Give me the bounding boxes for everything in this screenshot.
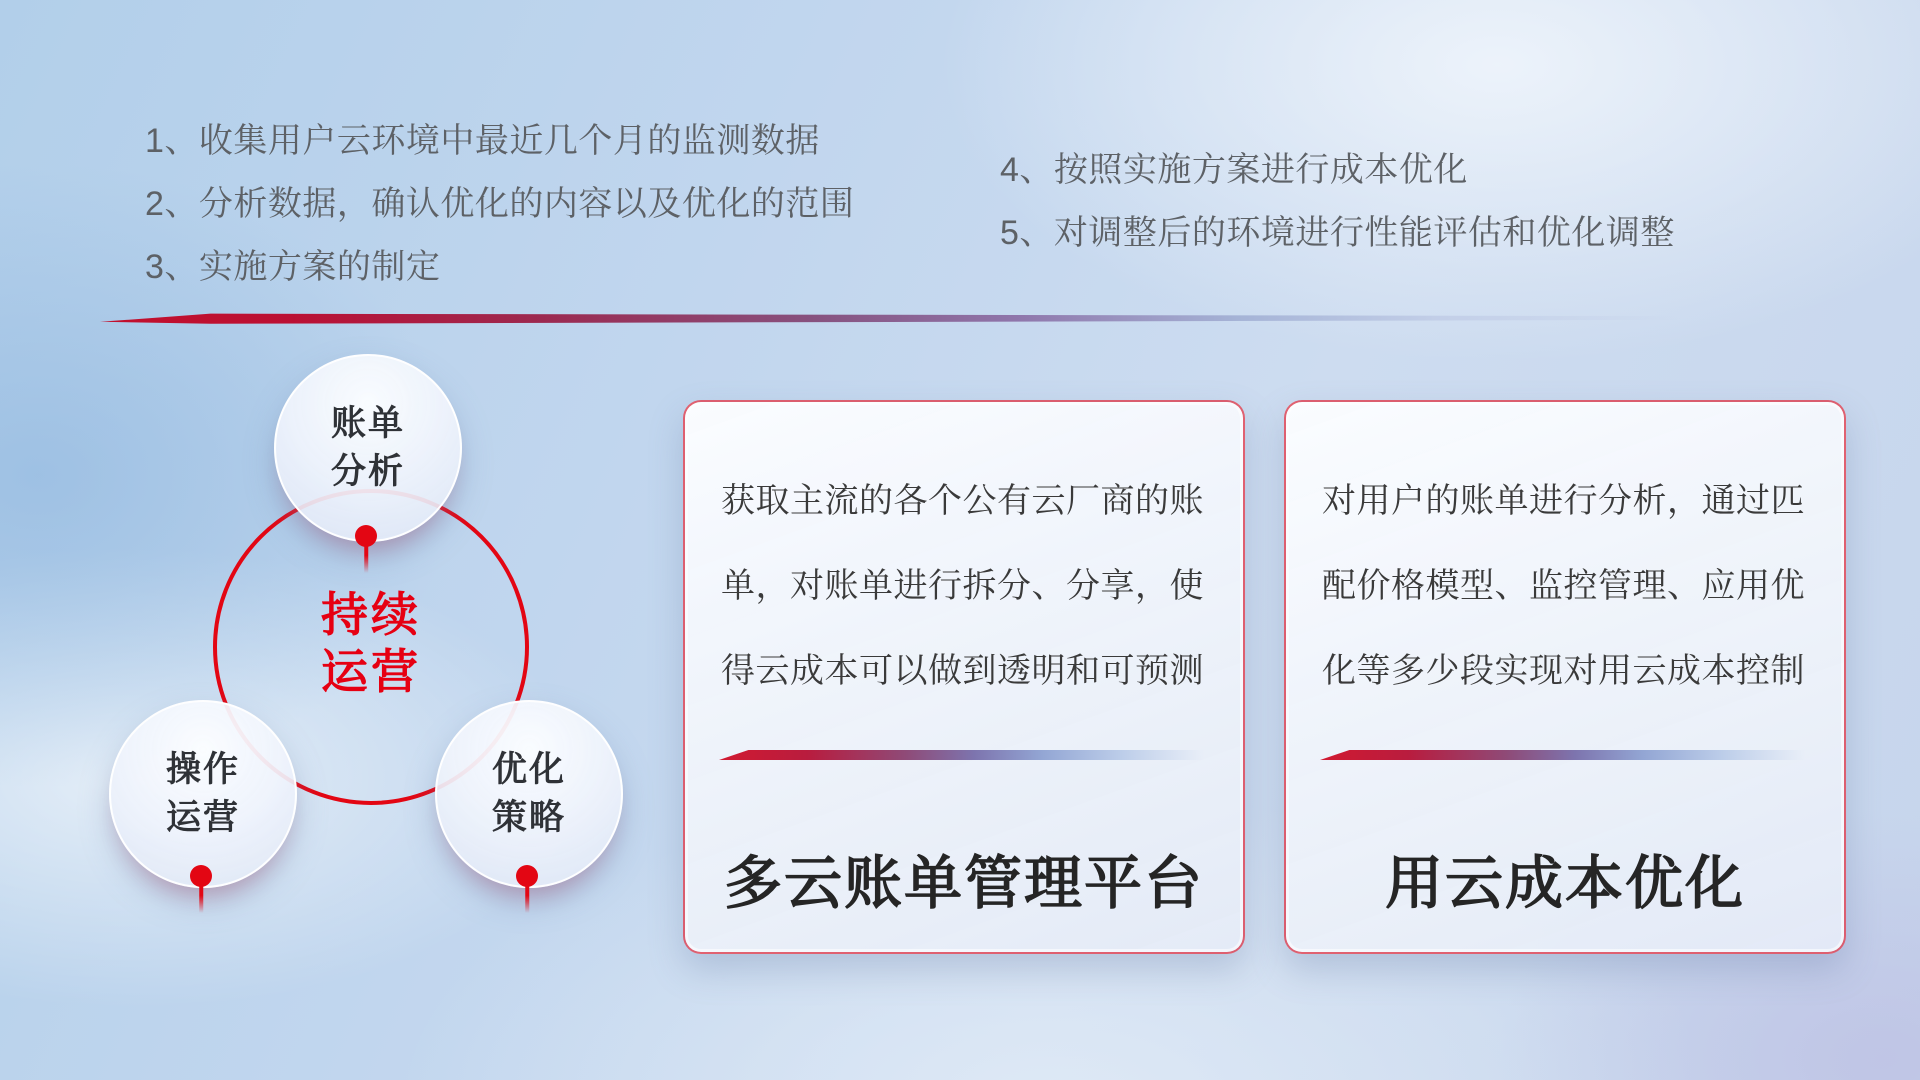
card-title: 用云成本优化 [1384,851,1745,916]
node-label-line: 分析 [330,452,405,491]
card-body: 对用户的账单进行分析，通过匹 配价格模型、监控管理、应用优 化等多少段实现对用云成本控制 [1322,482,1805,690]
step-3: 3、实施方案的制定 [145,248,441,286]
step-1: 1、收集用户云环境中最近几个月的监测数据 [145,122,820,160]
card-body: 获取主流的各个公有云厂商的账 单，对账单进行拆分、分享，使 得云成本可以做到透明和可预测 [721,482,1204,690]
process-steps-right [1000,139,1675,265]
node-label-line: 策略 [491,798,566,837]
card-divider-line [1320,750,1810,760]
cycle-marker-dot [190,865,212,887]
node-label-line: 账单 [330,404,405,443]
card-title: 多云账单管理平台 [723,851,1204,916]
node-label-line: 操作 [165,750,240,789]
cycle-node-optimization-strategy [435,700,623,888]
process-steps-left [145,110,854,299]
node-label-line: 运营 [165,798,240,837]
cycle-node-bill-analysis [274,354,462,542]
step-5: 5、对调整后的环境进行性能评估和优化调整 [1000,214,1675,252]
cycle-marker-dot [516,865,538,887]
step-2: 2、分析数据，确认优化的内容以及优化的范围 [145,185,855,223]
cycle-center-label: 持续 运营 [321,588,421,698]
cycle-marker-dot [355,525,377,547]
step-4: 4、按照实施方案进行成本优化 [1000,151,1468,189]
cycle-node-operation [109,700,297,888]
accent-divider-line [100,313,1680,324]
card-cloud-cost-optimization [1284,400,1846,954]
node-label-line: 优化 [491,750,566,789]
card-divider-line [719,750,1209,760]
card-multicloud-billing-platform [683,400,1245,954]
